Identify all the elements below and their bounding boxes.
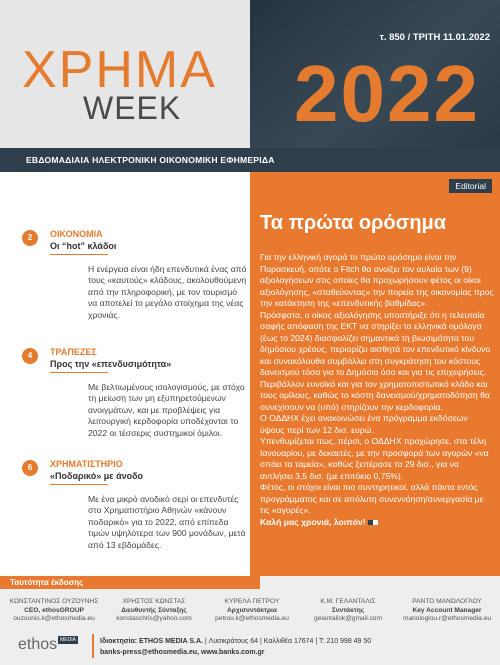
section-title: ΟΙΚΟΝΟΜΙΑ <box>50 229 103 239</box>
section-summary: Με βελτιωμένους ισολογισμούς, με στόχο τη μείωση των μη εξυπηρετούμενων ανοιγμάτων, και με προβλέψεις για λειτουργική κερδοφορία υποδέχονται το 2022 οι τέσσερις συστημικοί όμιλοι. <box>88 382 245 438</box>
publisher-address <box>100 637 371 648</box>
editorial-tag: Editorial <box>449 179 492 193</box>
tagline: ΕΒΔΟΜΑΔΙΑΙΑ ΗΛΕΚΤΡΟΝΙΚΗ ΟΙΚΟΝΟΜΙΚΗ ΕΦΗΜΕΡΙΔΑ <box>0 148 500 172</box>
imprint-label: Ταυτότητα έκδοσης <box>0 576 260 589</box>
page-number-badge: 2 <box>22 230 38 246</box>
section-divider <box>50 372 108 373</box>
issue-info: τ. 850 / ΤΡΙΤΗ 11.01.2022 <box>379 32 490 43</box>
publisher-info <box>100 637 371 659</box>
signoff-text: Καλή μας χρονιά, λοιπόν! <box>260 516 366 527</box>
staff-role: Αρχισυντάκτρια <box>227 606 277 614</box>
editorial-title: Τα πρώτα ορόσημα <box>260 212 447 234</box>
staff-name: ΚΥΡΕΛΑ ΠΕΤΡΟΥ <box>224 598 280 605</box>
publisher-contacts[interactable]: banks-press@ethosmedia.eu, www.banks.com.gr <box>100 648 265 656</box>
address-text: | Λυσικράτους 64 | Καλλιθέα 17674 | Τ: 210 998 49 50 <box>202 638 372 645</box>
staff-name: ΚΩΝΣΤΑΝΤΙΝΟΣ ΟΥΖΟΥΝΗΣ <box>9 598 99 605</box>
masthead <box>0 0 500 172</box>
year-banner: 2022 <box>294 49 480 138</box>
editorial-paragraph: Για την ελληνική αγορά το πρώτο ορόσημο είναι την Παρασκευή, οπότε ο Fitch θα ανοίξει τον αυλαία των (9) αξιολογήσεων στις οποίες θα προχωρήσουν φέτος οι οίκοι αξιολόγησης, «σταθεύοντας» την πορεία της οικονομίας προς την κατάκτηση της «επενδυτικής βαθμίδας». <box>260 252 494 309</box>
logo-text: ethos <box>18 636 58 653</box>
section-divider <box>50 254 108 255</box>
staff-email[interactable]: ouzounis.k@ethosmedia.eu <box>13 615 95 623</box>
staff-email[interactable]: gelantalisk@gmail.com <box>314 615 382 623</box>
staff-name: Κ.Μ. ΓΕΛΑΝΤΑΛΙΣ <box>320 598 376 605</box>
staff-role: Συντάκτης <box>331 606 365 614</box>
editorial-signoff <box>260 517 494 529</box>
section-divider <box>50 484 108 485</box>
staff-role: CEO, ethosGROUP <box>24 606 84 614</box>
section-subtitle: Προς την «επενδυσιμότητα» <box>50 359 172 369</box>
staff-member <box>204 598 300 624</box>
page-number-badge: 6 <box>22 460 38 476</box>
editorial-paragraph: Φέτος, οι στόχοι είναι πιο συντηρητικοί, αλλά πάντα εντός προγράμματος και σε απόλυτη συνεννόηση/συνεργασία με τις «αγορές». <box>260 482 484 516</box>
footer-divider <box>92 634 94 658</box>
owner-name: ETHOS MEDIA S.A. <box>139 638 203 645</box>
staff-role: Διευθυντής Σύνταξης <box>121 606 187 614</box>
section-title: ΤΡΑΠΕΖΕΣ <box>50 347 97 357</box>
staff-name: ΡΑΝΤΟ ΜΑΝΩΛΟΓΛΟΥ <box>412 598 482 605</box>
section-title: ΧΡΗΜΑΤΙΣΤΗΡΙΟ <box>50 459 123 469</box>
staff-member <box>396 598 498 624</box>
logo-badge: MEDIA <box>60 637 76 643</box>
staff-member <box>4 598 104 624</box>
logo-chrima: ΧΡΗΜΑ <box>22 41 217 99</box>
page-number-badge: 4 <box>22 348 38 364</box>
editorial-body <box>260 252 494 528</box>
editorial-paragraph: Ο ΟΔΔΗΧ έχει ανακοινώσει ένα πρόγραμμα εκδόσεων ύψους περί των 12 δισ. ευρώ. <box>260 413 468 435</box>
owner-label: Ιδιοκτησία: <box>100 638 138 645</box>
section-subtitle: Οι “hot” κλάδοι <box>50 241 117 251</box>
section-summary: Η ενέργεια είναι ήδη επενδυτικά ένας από τους «καυτούς» κλάδους, ακολουθούμενη από την πληροφορική, με τον τουρισμό να αποτελεί το μεγάλο στοίχημα της νέας χρονιάς. <box>88 264 247 320</box>
editorial-paragraph: Περιβάλλον ευνοϊκό και για τον χρηματοπιστωτικό κλάδο και τους ομίλους, καθώς το κόστη δανεισμού/χρηματοδότηση θα συνεχίσουν να (υπό) στηρίζουν την κερδοφορία. <box>260 378 490 412</box>
logo-week: WEEK <box>83 90 182 126</box>
section-subtitle: «Ποδαρικό» με άνοδο <box>50 471 144 481</box>
editorial-paragraph: Υπενθυμίζεται πως, πέρσι, ο ΟΔΔΗΧ προχώρησε, στα τέλη Ιανουαρίου, με δεκαετές, με την προσφορά των αγορών «να σπάει τα ταμεία», καθώς ξεπέρασε τα 29 δισ., για να αντλήσει 3,5 δισ. (με επιτόκιο 0,75%). <box>260 436 489 481</box>
contents-column <box>0 172 252 576</box>
section-summary: Με ένα μικρό ανοδικό σερί οι επενδυτές στο Χρηματιστήριο Αθηνών «κάνουν ποδαρικό» για το 2022, από επίπεδα τιμών υψηλότερα των 900 μονάδων, μετά από 13 εβδομάδες. <box>88 494 246 550</box>
ethos-media-logo[interactable] <box>18 636 78 654</box>
staff-name: ΧΡΗΣΤΟΣ ΚΩΝΣΤΑΣ <box>122 598 186 605</box>
imprint-footer <box>0 576 500 665</box>
end-mark-icon <box>373 520 378 525</box>
staff-email[interactable]: petrou.k@ethosmedia.eu <box>215 615 289 623</box>
editorial-column <box>250 172 500 576</box>
staff-member <box>300 598 396 624</box>
editorial-paragraph: Πρόσφατα, ο οίκος αξιολόγησης υποστήριξε ότι η τελευταία σαφής απόφαση της ΕΚΤ να στηρίξει τα ελληνικά ομόλογα (έως το 2024) διασφαλίζει σημαντικά τη βιωσιμότητα του δημόσιου χρέους, περιορίζει αισθητά τον επενδυτικό κίνδυνο και συνακόλουθα συμβάλλει στη συγκράτηση του κόστους δανεισμού τόσο για το Δημόσιο όσο και για τις επιχειρήσεις. <box>260 309 491 378</box>
staff-email[interactable]: konstaschris@yahoo.com <box>116 615 192 623</box>
staff-member <box>104 598 204 624</box>
staff-role: Key Account Manager <box>412 606 482 614</box>
staff-email[interactable]: manologlou.r@ethosmedia.eu <box>402 615 492 623</box>
